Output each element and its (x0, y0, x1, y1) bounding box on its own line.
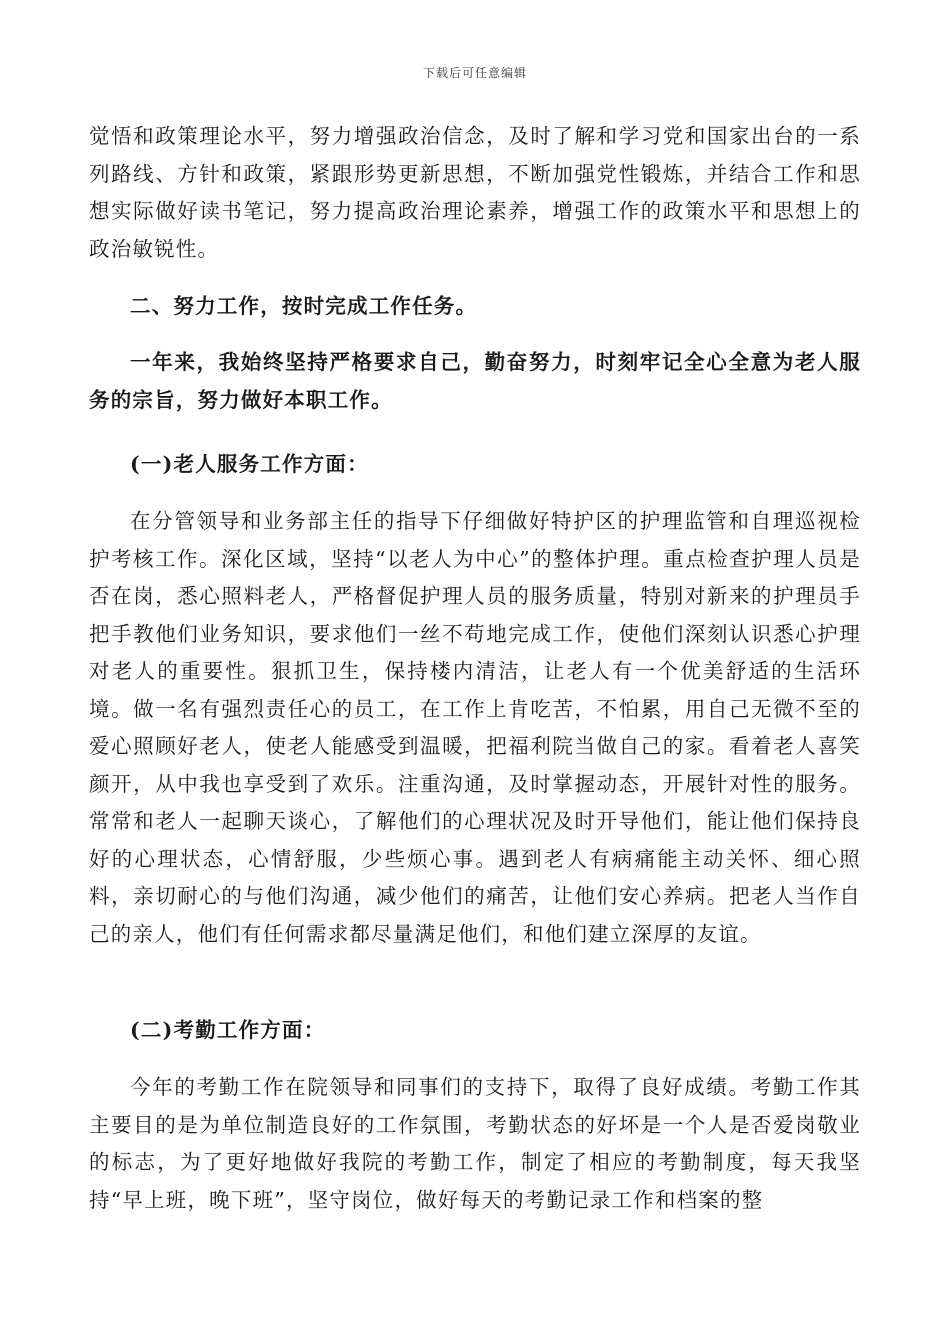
paragraph-intro: 一年来，我始终坚持严格要求自己，勤奋努力，时刻牢记全心全意为老人服务的宗旨，努力做好本职工作。 (89, 350, 861, 412)
paragraph-attendance: 今年的考勤工作在院领导和同事们的支持下，取得了良好成绩。考勤工作其主要目的是为单位制造良好的工作氛围，考勤状态的好坏是一个人是否爱岗敬业的标志，为了更好地做好我院的考勤工作，制定了相应的考勤制度，每天我坚持“早上班，晚下班”，坚守岗位，做好每天的考勤记录工作和档案的整 (89, 1075, 861, 1212)
subheading-attendance: (二)考勤工作方面： (130, 1018, 326, 1042)
header-note: 下载后可任意编辑 (422, 66, 527, 80)
paragraph-continuation: 觉悟和政策理论水平，努力增强政治信念，及时了解和学习党和国家出台的一系列路线、方针和政策，紧跟形势更新思想，不断加强党性锻炼，并结合工作和思想实际做好读书笔记，努力提高政治理论素养，增强工作的政策水平和思想上的政治敏锐性。 (89, 124, 861, 261)
subheading-elder-service: (一)老人服务工作方面： (130, 452, 369, 476)
section-heading-2: 二、努力工作，按时完成工作任务。 (130, 294, 478, 318)
paragraph-elder-service: 在分管领导和业务部主任的指导下仔细做好特护区的护理监管和自理巡视检护考核工作。深化区域，坚持“以老人为中心”的整体护理。重点检查护理人员是否在岗，悉心照料老人，严格督促护理人员的服务质量，特别对新来的护理员手把手教他们业务知识，要求他们一丝不苟地完成工作，使他们深刻认识悉心护理对老人的重要性。狠抓卫生，保持楼内清洁，让老人有一个优美舒适的生活环境。做一名有强烈责任心的员工，在工作上肯吃苦，不怕累，用自己无微不至的爱心照顾好老人，使老人能感受到温暖，把福利院当做自己的家。看着老人喜笑颜开，从中我也享受到了欢乐。注重沟通，及时掌握动态，开展针对性的服务。常常和老人一起聊天谈心，了解他们的心理状况及时开导他们，能让他们保持良好的心理状态，心情舒服，少些烦心事。遇到老人有病痛能主动关怀、细心照料，亲切耐心的与他们沟通，减少他们的痛苦，让他们安心养病。把老人当作自己的亲人，他们有任何需求都尽量满足他们，和他们建立深厚的友谊。 (89, 509, 861, 946)
